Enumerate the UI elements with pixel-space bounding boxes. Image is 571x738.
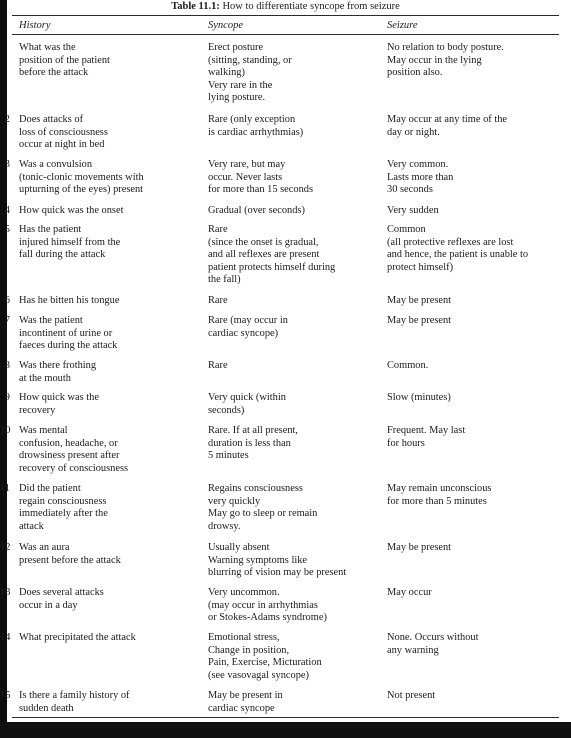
history-cell: Does attacks of loss of consciousness occur at night in bed: [19, 114, 108, 151]
row-number: 8: [4, 360, 10, 371]
syncope-cell: Erect posture (sitting, standing, or walking) Very rare in the lying posture.: [208, 42, 292, 104]
table-header-rule: [12, 34, 559, 35]
syncope-cell: Rare (only exception is cardiac arrhythmias): [208, 114, 304, 138]
row-number: 15: [0, 690, 11, 701]
table-top-rule: [12, 15, 559, 16]
history-cell: Is there a family history of sudden death: [19, 690, 130, 714]
row-number: 12: [0, 542, 11, 553]
seizure-cell: May occur at any time of the day or night.: [387, 114, 508, 138]
table-bottom-rule: [12, 717, 559, 718]
syncope-cell: Emotional stress, Change in position, Pain, Exercise, Micturation (see vasovagal syncope): [208, 632, 322, 681]
seizure-cell: May be present: [387, 542, 452, 553]
history-cell: How quick was the recovery: [19, 392, 99, 416]
seizure-cell: May be present: [387, 295, 452, 306]
syncope-cell: Rare: [208, 360, 228, 371]
seizure-cell: May occur: [387, 587, 432, 598]
history-cell: Was an aura present before the attack: [19, 542, 121, 566]
seizure-cell: None. Occurs without any warning: [387, 632, 479, 656]
syncope-cell: Usually absent Warning symptoms like blurring of vision may be present: [208, 542, 347, 579]
history-cell: Was the patient incontinent of urine or faeces during the attack: [19, 315, 118, 352]
row-number: 3: [4, 159, 10, 170]
syncope-cell: Rare. If at all present, duration is less than 5 minutes: [208, 425, 299, 462]
history-cell: Was mental confusion, headache, or drowsiness present after recovery of consciousness: [19, 425, 129, 474]
seizure-cell: No relation to body posture. May occur in the lying position also.: [387, 42, 504, 79]
row-number: 10: [0, 425, 11, 436]
table-title: [0, 0, 571, 13]
history-cell: Has he bitten his tongue: [19, 295, 120, 306]
row-number: 4: [4, 205, 10, 216]
header-syncope: Syncope: [208, 20, 243, 31]
syncope-cell: Rare: [208, 295, 228, 306]
history-cell: Was a convulsion (tonic-clonic movements with upturning of the eyes) present: [19, 159, 144, 196]
syncope-cell: Very quick (within seconds): [208, 392, 286, 416]
syncope-cell: Rare (since the onset is gradual, and all reflexes are present patient protects himself during the fall): [208, 224, 336, 286]
syncope-cell: May be present in cardiac syncope: [208, 690, 283, 714]
history-cell: What precipitated the attack: [19, 632, 136, 643]
syncope-cell: Very uncommon. (may occur in arrhythmias or Stokes-Adams syndrome): [208, 587, 327, 624]
row-number: 14: [0, 632, 11, 643]
row-number: 11: [0, 483, 11, 494]
seizure-cell: Frequent. May last for hours: [387, 425, 466, 449]
history-cell: Did the patient regain consciousness immediately after the attack: [19, 483, 108, 532]
header-history: History: [19, 20, 51, 31]
seizure-cell: Common (all protective reflexes are lost and hence, the patient is unable to protect himself): [387, 224, 529, 273]
seizure-cell: May remain unconscious for more than 5 minutes: [387, 483, 492, 507]
seizure-cell: Very common. Lasts more than 30 seconds: [387, 159, 454, 196]
row-number: 5: [4, 224, 10, 235]
row-number: 2: [4, 114, 10, 125]
seizure-cell: Not present: [387, 690, 436, 701]
row-number: 7: [4, 315, 10, 326]
page-bottom-band: [0, 722, 571, 738]
header-seizure: Seizure: [387, 20, 418, 31]
row-number: 6: [4, 295, 10, 306]
row-number: 9: [4, 392, 10, 403]
history-cell: How quick was the onset: [19, 205, 124, 216]
seizure-cell: Common.: [387, 360, 429, 371]
history-cell: What was the position of the patient before the attack: [19, 42, 110, 79]
syncope-cell: Very rare, but may occur. Never lasts for more than 15 seconds: [208, 159, 314, 196]
seizure-cell: Slow (minutes): [387, 392, 451, 403]
history-cell: Has the patient injured himself from the fall during the attack: [19, 224, 121, 261]
syncope-cell: Regains consciousness very quickly May go to sleep or remain drowsy.: [208, 483, 318, 532]
row-number: 13: [0, 587, 11, 598]
table-number: Table 11.1:: [171, 1, 220, 12]
table-caption: How to differentiate syncope from seizure: [222, 1, 400, 12]
history-cell: Does several attacks occur in a day: [19, 587, 104, 611]
syncope-cell: Gradual (over seconds): [208, 205, 305, 216]
history-cell: Was there frothing at the mouth: [19, 360, 97, 384]
seizure-cell: Very sudden: [387, 205, 439, 216]
syncope-cell: Rare (may occur in cardiac syncope): [208, 315, 288, 339]
seizure-cell: May be present: [387, 315, 452, 326]
